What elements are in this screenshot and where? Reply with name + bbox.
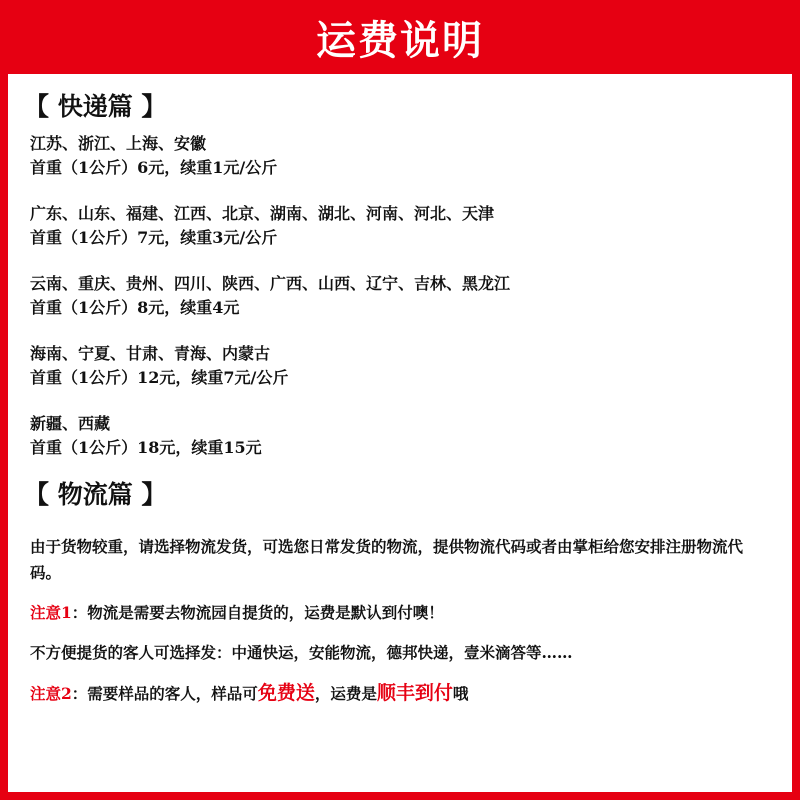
content	[8, 74, 792, 707]
logistics-section-title: 【 物流篇 】	[24, 480, 167, 509]
note-2-label: 注意2	[30, 684, 72, 703]
logistics-intro: 由于货物较重，请选择物流发货，可选您日常发货的物流，提供物流代码或者由掌柜给您安排注册物流代码。	[30, 537, 744, 582]
region-provinces: 广东、山东、福建、江西、北京、湖南、湖北、河南、河北、天津	[30, 204, 495, 223]
region-block	[30, 132, 770, 180]
region-block	[30, 272, 770, 320]
region-block	[30, 202, 770, 250]
note-1-label: 注意1	[30, 603, 72, 622]
region-block	[30, 412, 770, 460]
region-provinces: 海南、宁夏、甘肃、青海、内蒙古	[30, 344, 271, 363]
free-sample-highlight: 免费送	[257, 682, 315, 704]
header-banner	[0, 0, 800, 74]
region-provinces: 江苏、浙江、上海、安徽	[30, 134, 207, 153]
region-price: 首重（1公斤）18元，续重15元	[30, 438, 262, 457]
region-price: 首重（1公斤）7元，续重3元/公斤	[30, 228, 278, 247]
region-price: 首重（1公斤）6元，续重1元/公斤	[30, 158, 278, 177]
note-2	[30, 680, 770, 707]
region-price: 首重（1公斤）12元，续重7元/公斤	[30, 368, 289, 387]
alternative-carriers: 不方便提货的客人可选择发：中通快运，安能物流，德邦快递，壹米滴答等……	[30, 643, 573, 662]
note-2-text-a: ：需要样品的客人，样品可	[71, 684, 258, 703]
note-1-text: ：物流是需要去物流园自提货的，运费是默认到付噢！	[71, 603, 444, 622]
region-block	[30, 342, 770, 390]
region-provinces: 云南、重庆、贵州、四川、陕西、广西、山西、辽宁、吉林、黑龙江	[30, 274, 511, 293]
express-section-title: 【 快递篇 】	[24, 92, 167, 121]
note-2-text-c: 哦	[452, 684, 469, 703]
region-provinces: 新疆、西藏	[30, 414, 111, 433]
sf-cod-highlight: 顺丰到付	[376, 682, 453, 704]
note-2-text-b: ，运费是	[314, 684, 377, 703]
page-title: 运费说明	[316, 17, 484, 64]
region-price: 首重（1公斤）8元，续重4元	[30, 298, 240, 317]
note-1	[30, 600, 770, 626]
